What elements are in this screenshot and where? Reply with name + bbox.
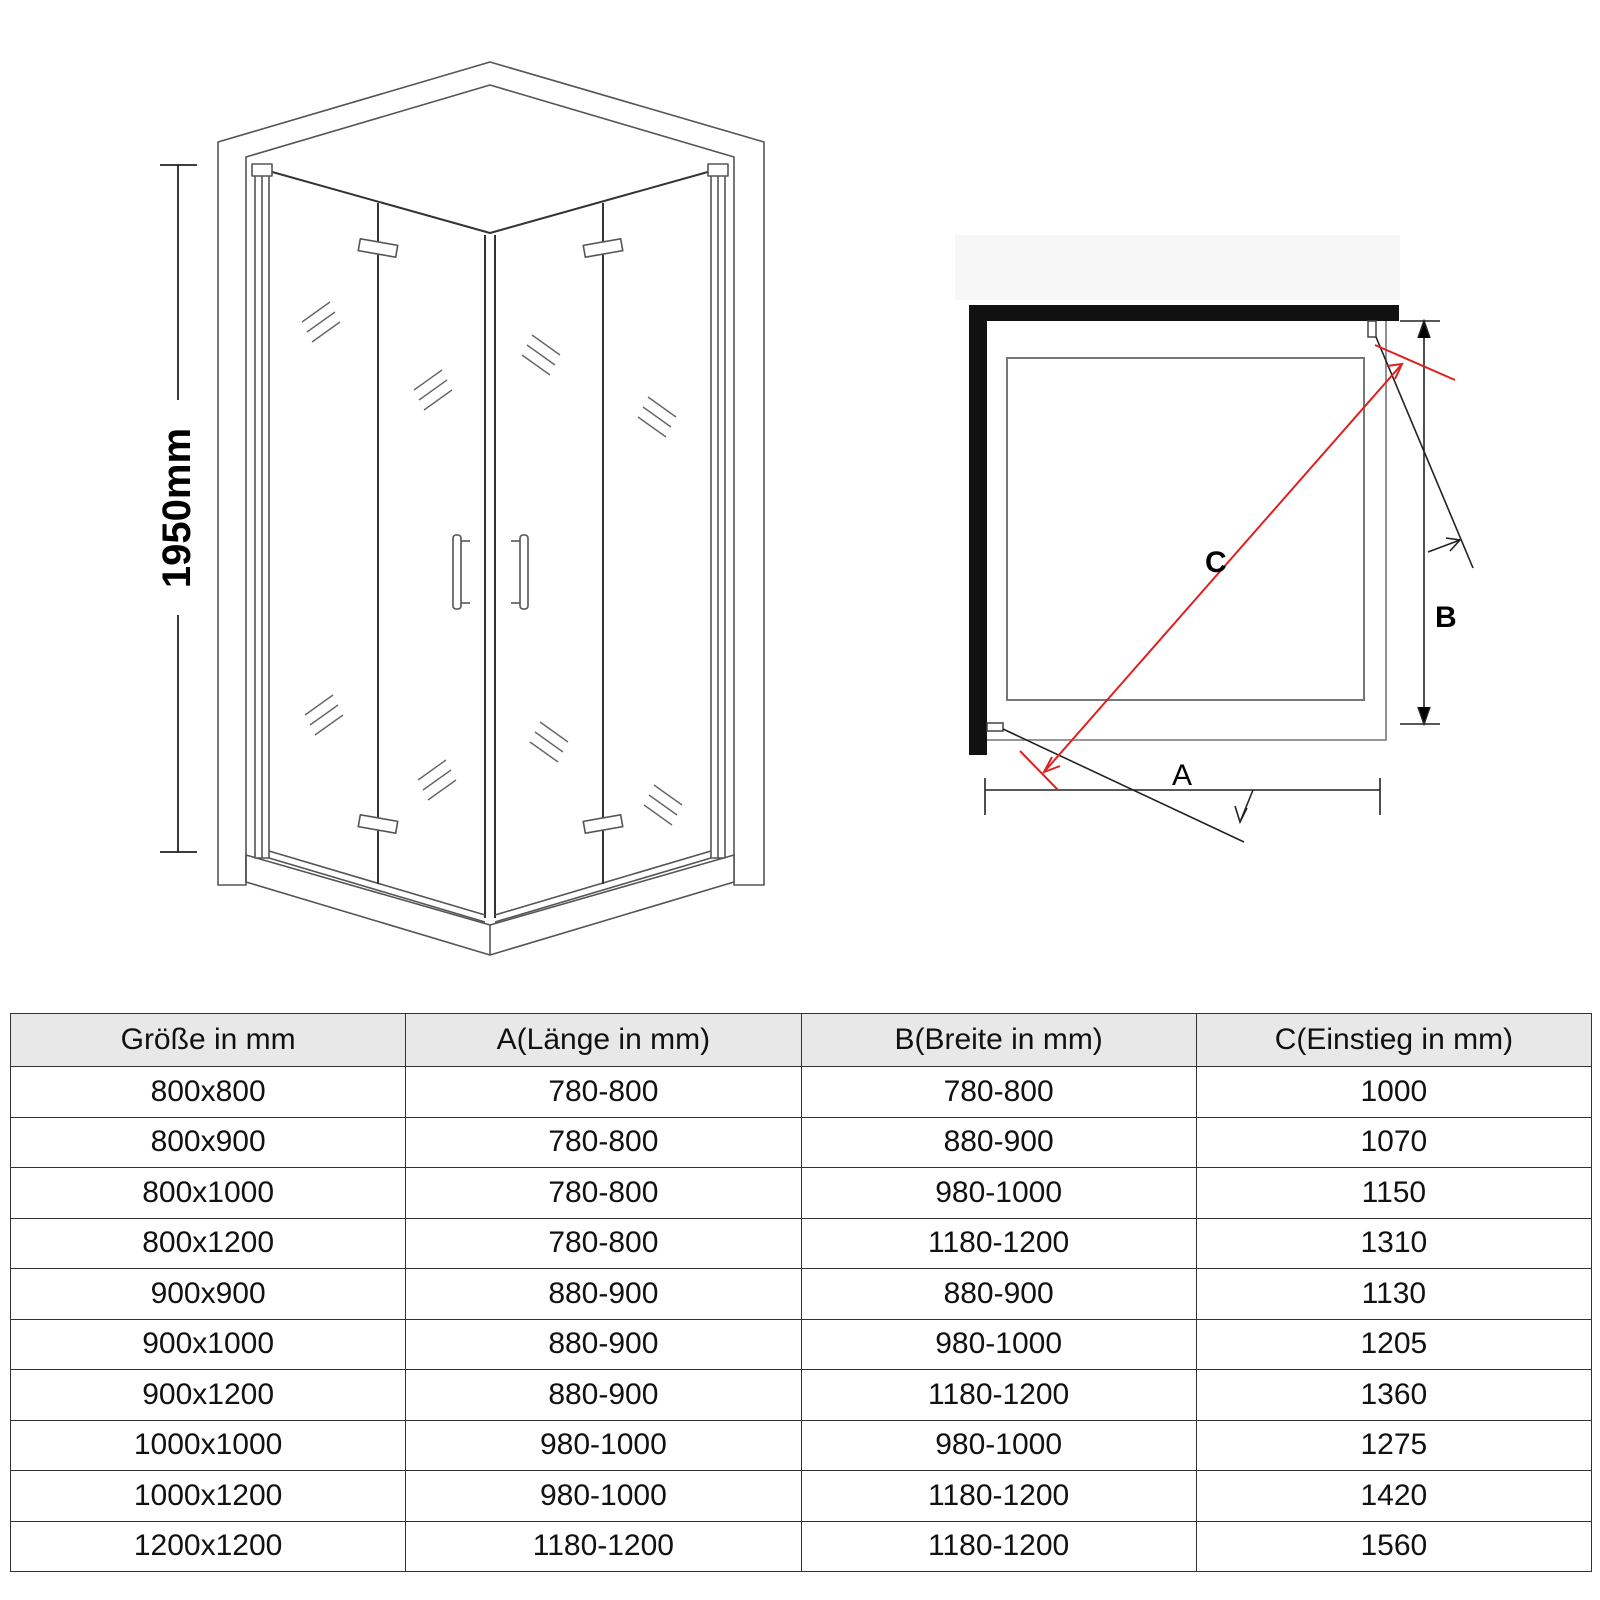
table-row (11, 1420, 1592, 1471)
cell-length-a: 880-900 (406, 1319, 801, 1370)
cell-length-a: 880-900 (406, 1370, 801, 1421)
cell-length-a: 980-1000 (406, 1471, 801, 1522)
cell-entry-c: 1205 (1196, 1319, 1591, 1370)
table-row (11, 1168, 1592, 1219)
label-a: A (1172, 759, 1193, 792)
cell-entry-c: 1310 (1196, 1218, 1591, 1269)
cell-size: 800x1200 (11, 1218, 406, 1269)
cell-entry-c: 1275 (1196, 1420, 1591, 1471)
cell-entry-c: 1150 (1196, 1168, 1591, 1219)
cell-entry-c: 1000 (1196, 1067, 1591, 1118)
cell-length-a: 980-1000 (406, 1420, 801, 1471)
cell-width-b: 1180-1200 (801, 1521, 1196, 1572)
cell-width-b: 980-1000 (801, 1319, 1196, 1370)
cell-length-a: 880-900 (406, 1269, 801, 1320)
cell-width-b: 980-1000 (801, 1168, 1196, 1219)
cell-size: 800x900 (11, 1117, 406, 1168)
cell-width-b: 780-800 (801, 1067, 1196, 1118)
cell-length-a: 780-800 (406, 1218, 801, 1269)
cell-size: 900x1000 (11, 1319, 406, 1370)
cell-size: 800x1000 (11, 1168, 406, 1219)
cell-width-b: 980-1000 (801, 1420, 1196, 1471)
table-row (11, 1471, 1592, 1522)
cell-size: 800x800 (11, 1067, 406, 1118)
table-row (11, 1269, 1592, 1320)
label-b: B (1435, 601, 1457, 634)
cell-size: 900x1200 (11, 1370, 406, 1421)
entry-diagonal-c (1020, 345, 1455, 790)
table-row (11, 1319, 1592, 1370)
table-header-row (11, 1014, 1592, 1067)
height-label: 1950mm (155, 427, 199, 589)
cell-entry-c: 1420 (1196, 1471, 1591, 1522)
table-row (11, 1370, 1592, 1421)
cell-width-b: 880-900 (801, 1117, 1196, 1168)
header-entry-c: C(Einstieg in mm) (1196, 1014, 1591, 1067)
table-row (11, 1117, 1592, 1168)
size-table (10, 1013, 1592, 1572)
table-row (11, 1218, 1592, 1269)
cell-length-a: 780-800 (406, 1168, 801, 1219)
cell-entry-c: 1070 (1196, 1117, 1591, 1168)
cell-size: 900x900 (11, 1269, 406, 1320)
cell-width-b: 880-900 (801, 1269, 1196, 1320)
cell-entry-c: 1130 (1196, 1269, 1591, 1320)
table-row (11, 1067, 1592, 1118)
cell-size: 1000x1000 (11, 1420, 406, 1471)
shower-enclosure-drawing (218, 62, 764, 955)
header-size: Größe in mm (11, 1014, 406, 1067)
cell-width-b: 1180-1200 (801, 1370, 1196, 1421)
header-width-b: B(Breite in mm) (801, 1014, 1196, 1067)
cell-length-a: 780-800 (406, 1067, 801, 1118)
header-length-a: A(Länge in mm) (406, 1014, 801, 1067)
cell-length-a: 1180-1200 (406, 1521, 801, 1572)
cell-width-b: 1180-1200 (801, 1218, 1196, 1269)
cell-size: 1200x1200 (11, 1521, 406, 1572)
cell-entry-c: 1360 (1196, 1370, 1591, 1421)
table-row (11, 1521, 1592, 1572)
cell-length-a: 780-800 (406, 1117, 801, 1168)
cell-width-b: 1180-1200 (801, 1471, 1196, 1522)
cell-size: 1000x1200 (11, 1471, 406, 1522)
cell-entry-c: 1560 (1196, 1521, 1591, 1572)
label-c: C (1205, 546, 1227, 579)
floor-plan-drawing (955, 235, 1473, 842)
